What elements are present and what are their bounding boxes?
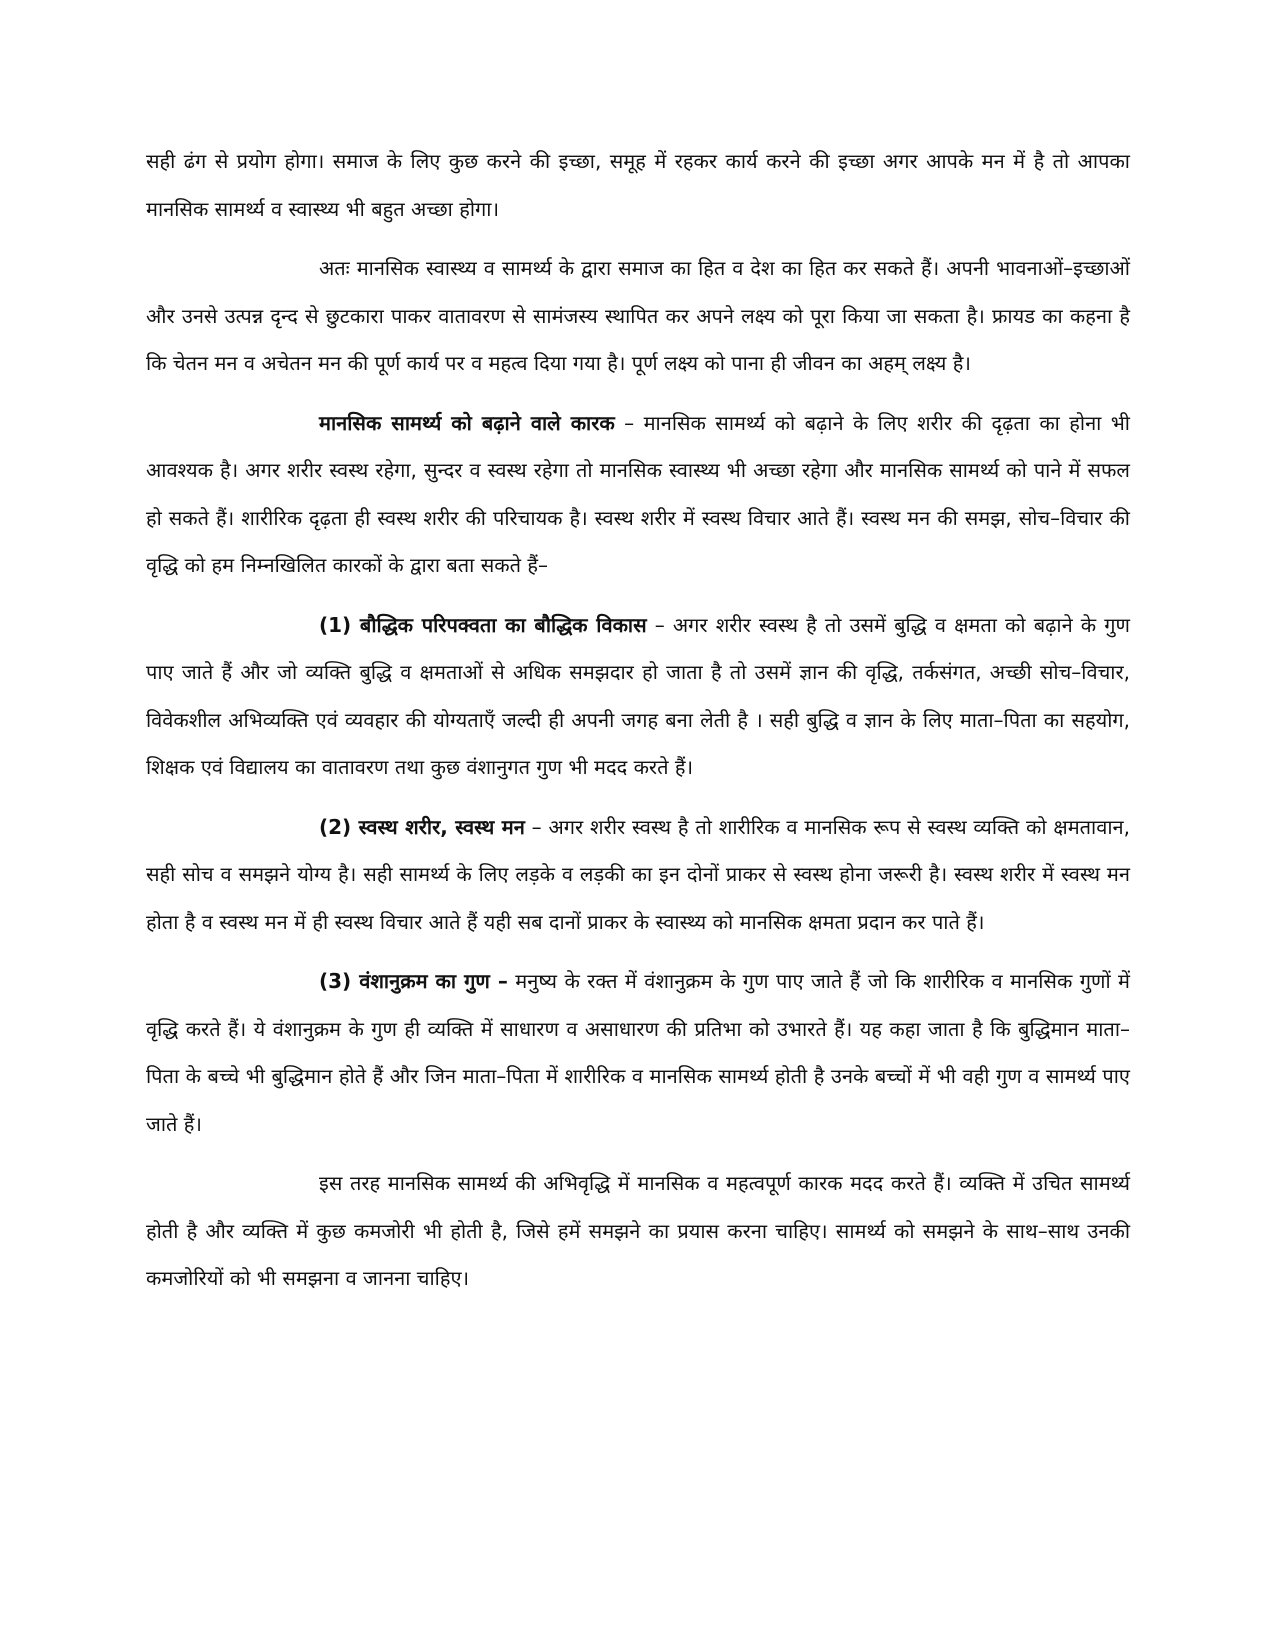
paragraph-6-text: मनुष्य के रक्त में वंशानुक्रम के गुण पाए जाते हैं जो कि शारीरिक व मानसिक गुणों में वृद्धि करते हैं। ये वंशानुक्रम के गुण ही व्यक्ति में साधारण व असाधारण की प्रतिभा को उभारते हैं। यह कहा जाता है कि बुद्धिमान माता–पिता के बच्चे भी बुद्धिमान होते हैं और जिन माता–पिता में शारीरिक व मानसिक सामर्थ्य होती है उनके बच्चों में भी वही गुण व सामर्थ्य पाए जाते हैं। [146, 969, 1130, 1136]
paragraph-6-heading: (3) वंशानुक्रम का गुण – [319, 969, 508, 993]
paragraph-5 [146, 804, 1130, 947]
paragraph-3 [146, 400, 1130, 590]
paragraph-4-text: – अगर शरीर स्वस्थ है तो उसमें बुद्धि व क्षमता को बढ़ाने के गुण पाए जाते हैं और जो व्यक्ति बुद्धि व क्षमताओं से अधिक समझदार हो जाता है तो उसमें ज्ञान की वृद्धि, तर्कसंगत, अच्छी सोच–विचार, विवेकशील अभिव्यक्ति एवं व्यवहार की योग्यताएँ जल्दी ही अपनी जगह बना लेती है । सही बुद्धि व ज्ञान के लिए माता–पिता का सहयोग, शिक्षक एवं विद्यालय का वातावरण तथा कुछ वंशानुगत गुण भी मदद करते हैं। [146, 612, 1130, 779]
paragraph-5-text: – अगर शरीर स्वस्थ है तो शारीरिक व मानसिक रूप से स्वस्थ व्यक्ति को क्षमतावान, सही सोच व समझने योग्य है। सही सामर्थ्य के लिए लड़के व लड़की का इन दोनों प्राकर से स्वस्थ होना जरूरी है। स्वस्थ शरीर में स्वस्थ मन होता है व स्वस्थ मन में ही स्वस्थ विचार आते हैं यही सब दानों प्राकर के स्वास्थ्य को मानसिक क्षमता प्रदान कर पाते हैं। [146, 814, 1130, 934]
paragraph-5-heading: (2) स्वस्थ शरीर, स्वस्थ मन [319, 814, 525, 839]
paragraph-3-heading: मानसिक सामर्थ्य को बढ़ाने वाले कारक [319, 410, 615, 435]
paragraph-2 [146, 245, 1130, 388]
paragraph-1 [146, 138, 1130, 233]
paragraph-4-heading: (1) बौद्धिक परिपक्वता का बौद्धिक विकास [319, 612, 647, 637]
paragraph-6 [146, 958, 1130, 1148]
paragraph-2-text: अतः मानसिक स्वास्थ्य व सामर्थ्य के द्वारा समाज का हित व देश का हित कर सकते हैं। अपनी भावनाओं–इच्छाओं और उनसे उत्पन्न दृन्द से छुटकारा पाकर वातावरण से सामंजस्य स्थापित कर अपने लक्ष्य को पूरा किया जा सकता है। फ्रायड का कहना है कि चेतन मन व अचेतन मन की पूर्ण कार्य पर व महत्व दिया गया है। पूर्ण लक्ष्य को पाना ही जीवन का अहम् लक्ष्य है। [146, 256, 1130, 375]
paragraph-4 [146, 602, 1130, 792]
paragraph-7-text: इस तरह मानसिक सामर्थ्य की अभिवृद्धि में मानसिक व महत्वपूर्ण कारक मदद करते हैं। व्यक्ति में उचित सामर्थ्य होती है और व्यक्ति में कुछ कमजोरी भी होती है, जिसे हमें समझने का प्रयास करना चाहिए। सामर्थ्य को समझने के साथ–साथ उनकी कमजोरियों को भी समझना व जानना चाहिए। [146, 1171, 1130, 1290]
paragraph-1-text: सही ढंग से प्रयोग होगा। समाज के लिए कुछ करने की इच्छा, समूह में रहकर कार्य करने की इच्छा अगर आपके मन में है तो आपका मानसिक सामर्थ्य व स्वास्थ्य भी बहुत अच्छा होगा। [146, 149, 1130, 221]
paragraph-7 [146, 1160, 1130, 1303]
paragraph-3-text: – मानसिक सामर्थ्य को बढ़ाने के लिए शरीर की दृढ़ता का होना भी आवश्यक है। अगर शरीर स्वस्थ रहेगा, सुन्दर व स्वस्थ रहेगा तो मानसिक स्वास्थ्य भी अच्छा रहेगा और मानसिक सामर्थ्य को पाने में सफल हो सकते हैं। शारीरिक दृढ़ता ही स्वस्थ शरीर की परिचायक है। स्वस्थ शरीर में स्वस्थ विचार आते हैं। स्वस्थ मन की समझ, सोच–विचार की वृद्धि को हम निम्नखिलित कारकों के द्वारा बता सकते हैं– [146, 410, 1130, 577]
document-page [146, 138, 1130, 1303]
